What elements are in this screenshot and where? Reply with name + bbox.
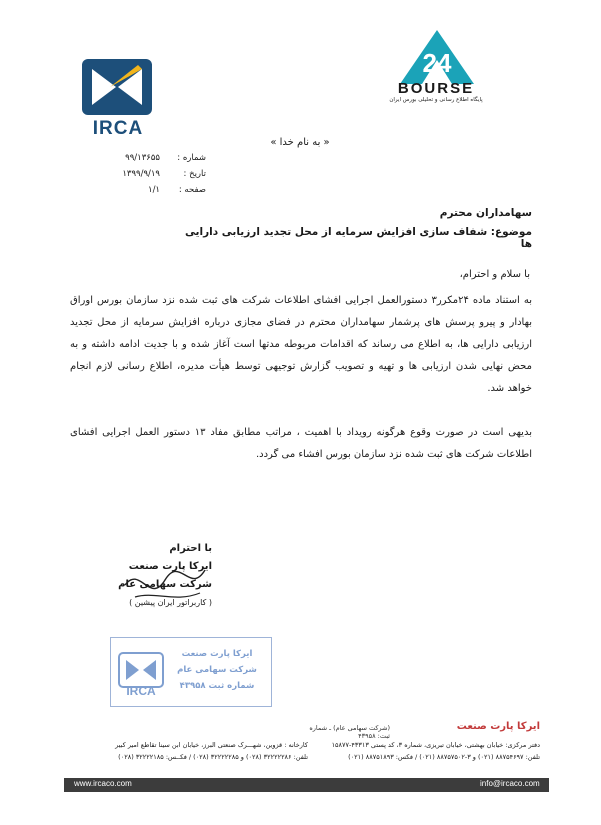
- factory-phone-line: تلفن: ۳۲۲۲۲۲۸۶ (۰۲۸) و ۳۲۲۲۲۲۸۵ (۰۲۸) / فکــس: ۳۲۲۲۲۱۸۵ (۰۲۸): [118, 753, 308, 761]
- date-value: ۱۳۹۹/۹/۱۹: [122, 169, 160, 179]
- svg-text:24: 24: [422, 48, 452, 78]
- stamp-line-2: شرکت سهامی عام: [177, 665, 257, 675]
- bourse-logo-text: BOURSE: [397, 80, 475, 97]
- body-paragraph-1: به استناد ماده ۲۴مکرر۳ دستورالعمل اجرایی افشای اطلاعات شرکت های ثبت شده نزد سازمان بورس اوراق بهادار و پیرو پرسش های پرشمار سهامداران محترم در فضای مجازی درباره افزایش سرمایه از محل تجدید ارزیابی دارایی ها، به اطلاع می رساند که اقدامات مربوطه مدتها است آغاز شده و با جدیت ادامه داشته و به محض نهایی شدن ارزیابی ها و تهیه و تصویب گزارش توجیهی توسط هیأت مدیره، اطلاع رسانی لازم انجام خواهد شد.: [70, 295, 532, 394]
- bourse-logo-icon: [392, 28, 482, 86]
- basmala: « به نام خدا »: [270, 137, 330, 148]
- stamp-line-1: ایرکا پارت صنعت: [181, 649, 253, 659]
- page-label: صفحه :: [178, 185, 206, 195]
- page-value: ۱/۱: [148, 185, 160, 195]
- number-label: شماره :: [177, 153, 206, 163]
- footer-office-address: [318, 739, 540, 763]
- letter-meta-values: [100, 150, 160, 198]
- footer-bar: [64, 778, 549, 792]
- office-address-line: دفتر مرکزی: خیابان بهشتی، خیابان تبریزی، شماره ۳، کد پستی ۴۳۳۱۳-۱۵۸۷۷: [331, 741, 540, 749]
- letter-subject: موضوع: شفاف سازی افزایش سرمایه از محل تجدید ارزیابی دارایی ها: [184, 226, 532, 250]
- addressee: سهامداران محترم: [439, 207, 532, 219]
- footer-company-registration: (شرکت سهامی عام) ـ شماره ثبت: ۴۳۹۵۸: [309, 724, 390, 740]
- footer-company-name: ایرکا پارت صنعت: [456, 721, 540, 732]
- signature-note: ( کاربراتور ایران پیشین ): [129, 598, 212, 607]
- closing: با احترام: [169, 543, 212, 554]
- irca-logo-text: IRCA: [92, 118, 144, 139]
- handwritten-signature-icon: [115, 555, 215, 615]
- greeting: با سلام و احترام،: [459, 269, 530, 280]
- date-label: تاریخ :: [183, 169, 206, 179]
- body-paragraph-2: بدیهی است در صورت وقوع هرگونه رویداد با اهمیت ، مراتب مطابق مفاد ۱۳ دستور العمل اجرایی افشای اطلاعات شرکت های ثبت شده نزد سازمان بورس افشاء می گردد.: [70, 427, 532, 460]
- signature-type: شرکت سهامی عام: [118, 579, 212, 590]
- stamp-logo-text: IRCA: [126, 684, 156, 698]
- email-link[interactable]: info@ircaco.com: [480, 779, 540, 788]
- footer-factory-address: [76, 739, 308, 763]
- number-value: ۹۹/۱۳۶۵۵: [125, 153, 160, 163]
- office-phone-line: تلفن: ۸۸۷۵۴۶۹۷ (۰۲۱) و ۳-۸۸۷۵۷۵۰۲ (۰۲۱) / فکس: ۸۸۷۵۱۸۹۳ (۰۲۱): [348, 753, 540, 761]
- company-stamp: [110, 637, 272, 707]
- bourse-subtitle: پایگاه اطلاع رسانی و تحلیلی بورس ایران: [389, 97, 483, 103]
- signature-company: ایرکا پارت صنعت: [128, 561, 212, 572]
- factory-address-line: کارخانه : قزوین، شهـــرک صنعتی البرز، خیابان ابن سینا تقاطع امیر کبیر: [115, 741, 308, 749]
- stamp-text: [169, 646, 265, 694]
- stamp-line-3: شماره ثبت ۴۳۹۵۸: [179, 681, 255, 691]
- website-link[interactable]: www.ircaco.com: [74, 779, 132, 788]
